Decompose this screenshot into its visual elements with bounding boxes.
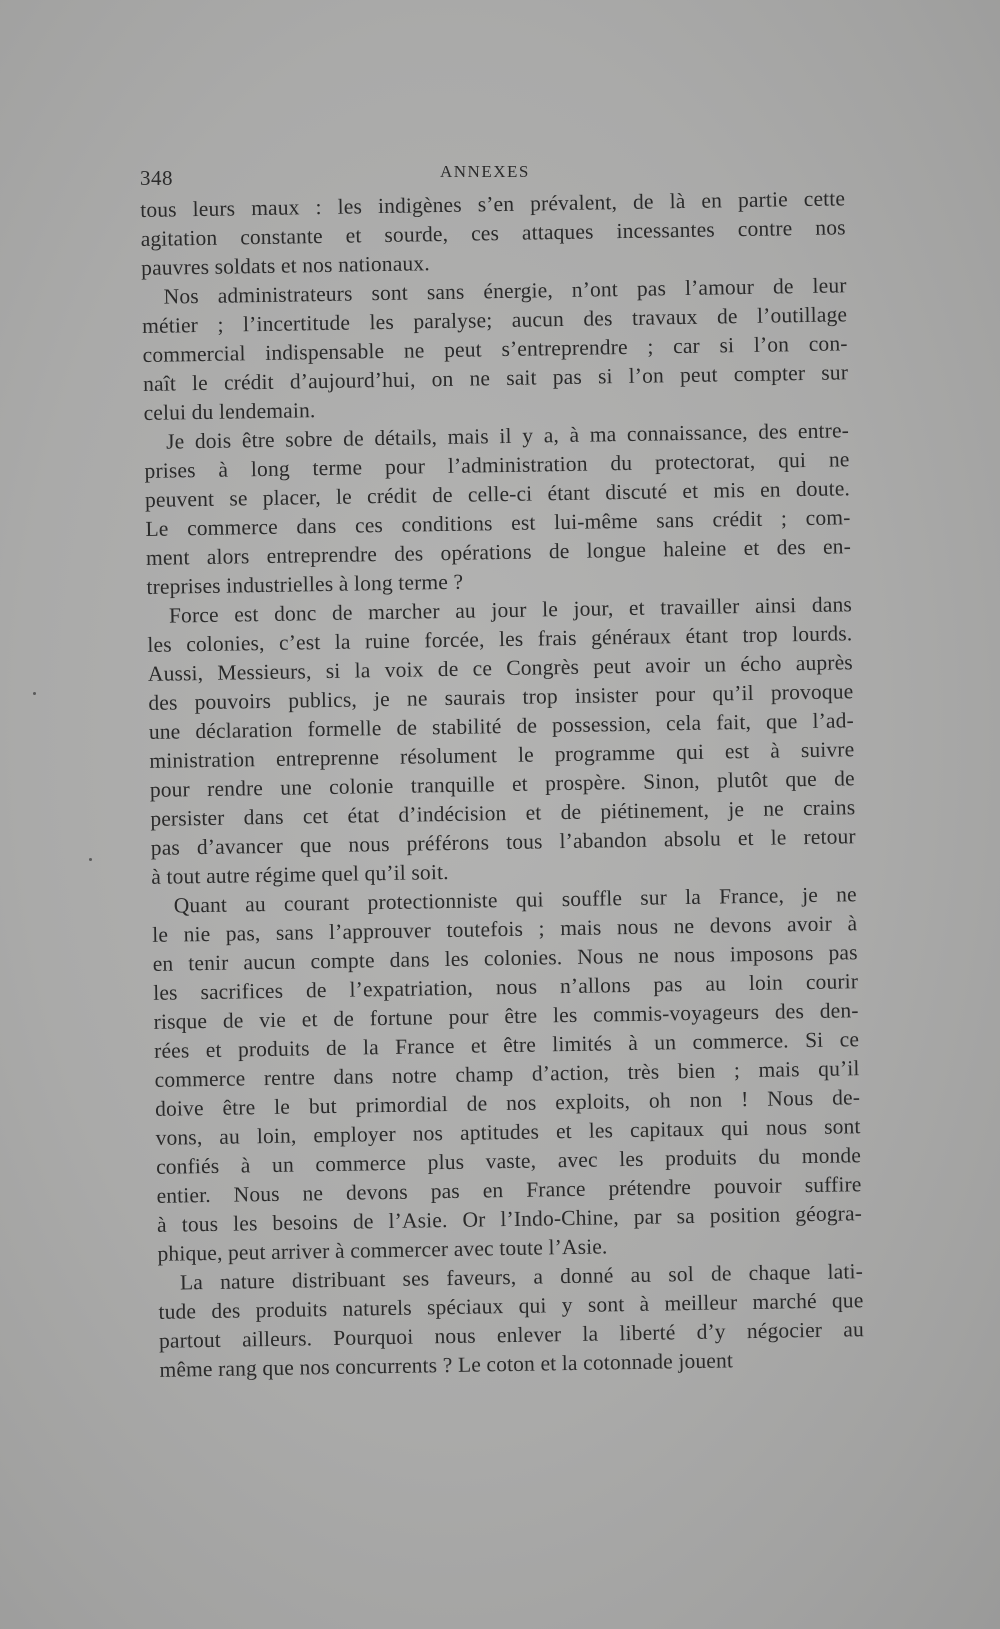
text-line: Je dois être sobre de détails, mais il y a, à ma connaissance, des entre- [165, 418, 850, 454]
page-number: 348 [140, 166, 173, 190]
text-line: les colonies, c’est la ruine forcée, les frais généraux étant trop lourds. [147, 621, 853, 657]
paper-speck [33, 692, 36, 695]
text-line: naît le crédit d’aujourd’hui, on ne sait pas si l’on peut compter sur [142, 360, 849, 396]
text-line: Force est donc de marcher au jour le jour, et travailler ainsi dans [168, 592, 853, 628]
text-line: le nie pas, sans l’approuver toutefois ; mais nous ne devons avoir à [152, 911, 858, 947]
text-line: La nature distribuant ses faveurs, a donné au sol de chaque lati- [179, 1259, 864, 1295]
paragraph [144, 416, 852, 602]
text-line: ment alors entreprendre des opérations de longue haleine et des en- [145, 534, 852, 570]
paragraph [152, 880, 863, 1269]
text-line: les sacrifices de l’expatriation, nous n’allons pas au loin courir [153, 969, 859, 1005]
text-line: Nos administrateurs sont sans énergie, n’ont pas l’amour de leur [163, 273, 847, 309]
text-line: vons, au loin, employer nos aptitudes et les capitaux qui nous sont [155, 1114, 861, 1150]
text-line: entier. Nous ne devons pas en France prétendre pouvoir suffire [156, 1172, 862, 1208]
text-line: des pouvoirs publics, je ne saurais trop insister pour qu’il provoque [148, 679, 854, 715]
text-line: treprises industrielles à long terme ? [146, 569, 464, 599]
text-line: persister dans cet état d’indécision et de piétinement, je ne crains [150, 795, 856, 831]
running-head: ANNEXES [440, 162, 530, 181]
text-line: ministration entreprenne résolument le programme qui est à suivre [149, 737, 855, 773]
text-line: tous leurs maux : les indigènes s’en prévalent, de là en partie cette [140, 186, 846, 222]
paragraph [158, 1257, 865, 1385]
text-line: même rang que nos concurrents ? Le coton et la cotonnade jouent [159, 1348, 734, 1382]
text-line: risque de vie et de fortune pour être les commis-voyageurs des den- [153, 998, 859, 1034]
text-line: commercial indispensable ne peut s’entreprendre ; car si l’on con- [142, 331, 848, 367]
text-line: agitation constante et sourde, ces attaques incessantes contre nos [140, 215, 846, 251]
text-line: une déclaration formelle de stabilité de possession, cela fait, que l’ad- [148, 708, 854, 744]
text-line: pas d’avancer que nous préférons tous l’abandon absolu et le retour [150, 824, 856, 860]
text-line: confiés à un commerce plus vaste, avec les produits du monde [155, 1143, 862, 1179]
text-line: tude des produits naturels spéciaux qui y sont à meilleur marché que [158, 1288, 864, 1324]
text-line: en tenir aucun compte dans les colonies. Nous ne nous imposons pas [152, 940, 858, 976]
text-line: rées et produits de la France et être limités à un commerce. Si ce [153, 1027, 860, 1063]
text-line: peuvent se placer, le crédit de celle-ci étant discuté et mis en doute. [144, 476, 851, 512]
text-line: Le commerce dans ces conditions est lui-même sans crédit ; com- [145, 505, 851, 541]
text-line: à tous les besoins de l’Asie. Or l’Indo-Chine, par sa position géogra- [156, 1201, 863, 1237]
paragraph [147, 590, 857, 892]
body-text [140, 184, 865, 1385]
text-line: Quant au courant protectionniste qui souffle sur la France, je ne [173, 882, 857, 918]
paragraph [140, 184, 846, 283]
text-line: partout ailleurs. Pourquoi nous enlever la liberté d’y négocier au [158, 1317, 865, 1353]
text-line: Aussi, Messieurs, si la voix de ce Congrès peut avoir un écho auprès [147, 650, 854, 686]
text-line: commerce rentre dans notre champ d’action, très bien ; mais qu’il [154, 1056, 860, 1092]
paragraph [141, 271, 848, 428]
text-line: phique, peut arriver à commercer avec toute l’Asie. [157, 1234, 608, 1266]
text-line: prises à long terme pour l’administration du protectorat, qui ne [144, 447, 850, 483]
text-line: celui du lendemain. [143, 398, 316, 425]
text-line: métier ; l’incertitude les paralyse; aucun des travaux de l’outillage [141, 302, 848, 338]
text-line: à tout autre régime quel qu’il soit. [151, 859, 449, 889]
text-line: pauvres soldats et nos nationaux. [140, 251, 430, 280]
paper-speck [89, 858, 92, 861]
text-line: pour rendre une colonie tranquille et prospère. Sinon, plutôt que de [149, 766, 855, 802]
text-line: doive être le but primordial de nos exploits, oh non ! Nous de- [154, 1085, 861, 1121]
